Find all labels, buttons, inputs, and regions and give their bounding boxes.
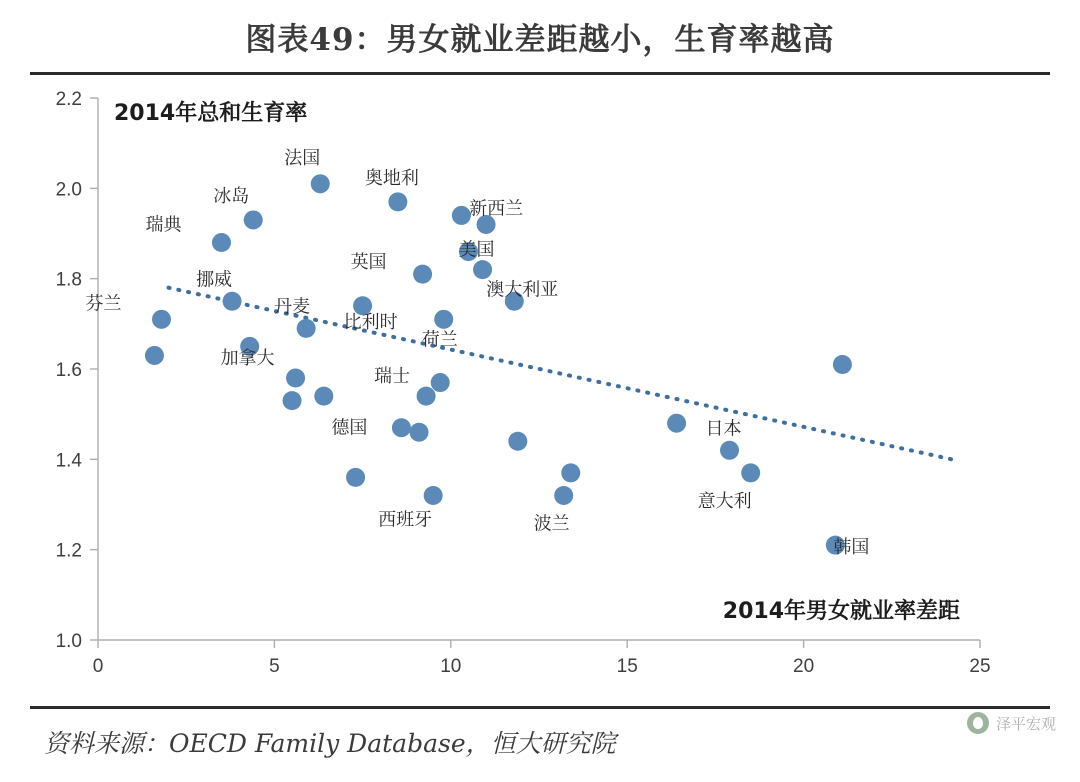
data-point xyxy=(417,387,436,406)
watermark-label: 泽平宏观 xyxy=(995,715,1056,733)
point-label: 美国 xyxy=(458,239,495,261)
data-point xyxy=(297,319,316,338)
data-point xyxy=(212,233,231,252)
point-label: 芬兰 xyxy=(85,293,122,315)
watermark xyxy=(967,712,1056,734)
data-point xyxy=(145,346,164,365)
data-point xyxy=(244,210,263,229)
point-label: 挪威 xyxy=(196,269,233,291)
data-point xyxy=(223,292,242,311)
data-point xyxy=(311,174,330,193)
data-point xyxy=(346,468,365,487)
leaf-circle-icon xyxy=(967,712,989,734)
point-label: 西班牙 xyxy=(378,509,433,531)
point-label: 荷兰 xyxy=(421,329,458,351)
point-label: 意大利 xyxy=(697,490,752,512)
chart-title-bar xyxy=(0,0,1080,72)
data-point xyxy=(413,265,432,284)
x-tick-label: 25 xyxy=(969,656,991,677)
footer-divider xyxy=(30,706,1050,709)
data-point xyxy=(152,310,171,329)
y-axis-title: 2014年总和生育率 xyxy=(114,101,308,126)
data-point xyxy=(561,463,580,482)
y-tick-label: 1.6 xyxy=(55,360,82,381)
title-divider-top xyxy=(30,72,1050,75)
source-note: 资料来源：OECD Family Database，恒大研究院 xyxy=(44,729,616,758)
y-tick-label: 1.0 xyxy=(55,631,82,652)
data-point xyxy=(741,463,760,482)
point-label: 英国 xyxy=(350,252,387,274)
data-point xyxy=(833,355,852,374)
y-tick-label: 1.2 xyxy=(55,540,82,562)
page-title: 图表49：男女就业差距越小，生育率越高 xyxy=(245,21,835,58)
y-axis-ticks xyxy=(56,89,98,652)
point-label: 加拿大 xyxy=(220,348,275,370)
point-label: 瑞士 xyxy=(374,366,411,388)
x-tick-label: 10 xyxy=(440,656,462,677)
scatter-plot xyxy=(30,80,1050,690)
data-point xyxy=(410,423,429,442)
x-tick-label: 0 xyxy=(92,656,104,677)
y-tick-label: 2.2 xyxy=(55,89,82,110)
point-label: 新西兰 xyxy=(469,198,524,220)
point-labels xyxy=(86,148,870,558)
point-label: 瑞典 xyxy=(145,214,182,236)
y-tick-label: 2.0 xyxy=(55,179,82,201)
point-label: 奥地利 xyxy=(364,167,419,189)
x-tick-label: 20 xyxy=(793,656,815,677)
point-label: 澳大利亚 xyxy=(486,279,559,301)
x-axis-ticks xyxy=(93,640,991,677)
point-label: 丹麦 xyxy=(274,296,311,318)
data-point xyxy=(434,310,453,329)
data-point xyxy=(283,391,302,410)
data-point xyxy=(431,373,450,392)
data-point xyxy=(508,432,527,451)
x-tick-label: 5 xyxy=(269,656,280,677)
data-point xyxy=(424,486,443,505)
data-point xyxy=(667,414,686,433)
point-label: 日本 xyxy=(705,418,742,440)
data-point xyxy=(286,369,305,388)
data-point xyxy=(314,387,333,406)
data-point xyxy=(452,206,471,225)
data-point xyxy=(392,418,411,437)
data-point xyxy=(720,441,739,460)
x-tick-label: 15 xyxy=(616,656,638,677)
point-label: 法国 xyxy=(284,147,321,169)
data-point xyxy=(473,260,492,279)
plot-svg xyxy=(30,80,1050,690)
y-tick-label: 1.8 xyxy=(55,269,82,291)
data-point xyxy=(554,486,573,505)
point-label: 波兰 xyxy=(533,513,570,535)
data-point xyxy=(388,192,407,211)
point-label: 德国 xyxy=(331,417,368,439)
point-label: 韩国 xyxy=(833,537,870,559)
x-axis-title: 2014年男女就业率差距 xyxy=(722,599,960,624)
point-label: 比利时 xyxy=(343,311,398,333)
y-tick-label: 1.4 xyxy=(55,450,82,472)
point-label: 冰岛 xyxy=(213,185,250,207)
